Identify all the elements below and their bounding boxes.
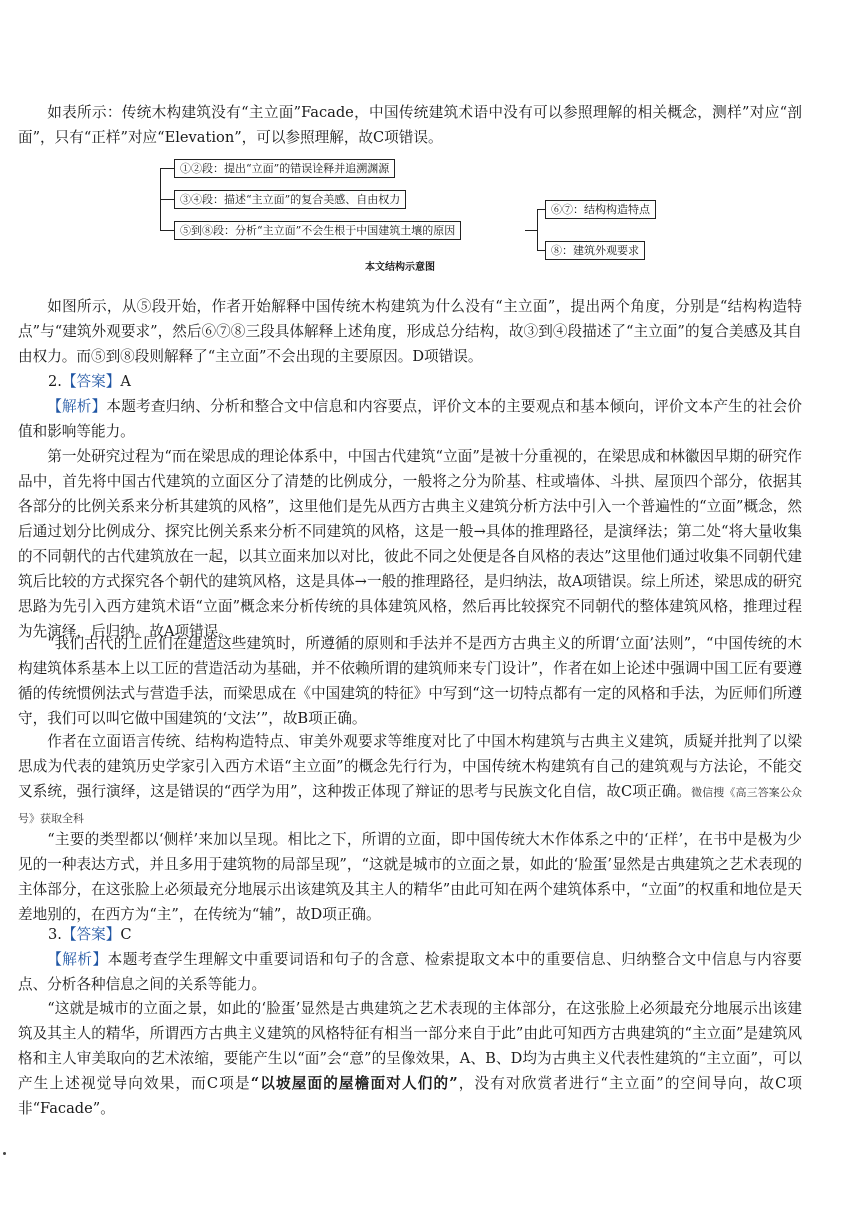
paragraph-diagram-explanation: 如图所示，从⑤段开始，作者开始解释中国传统木构建筑为什么没有“主立面”，提出两个角度，分别是“结构构造特点”与“建筑外观要求”，然后⑥⑦⑧三段具体解释上述角度，形成总分结构，故③到④段描述了“主立面”的复合美感及其自由权力。而⑤到⑧段则解释了“主立面”不会出现的主要原因。D项错误。 [18, 298, 802, 365]
diagram-box-appearance: ⑧：建筑外观要求 [545, 241, 645, 260]
analysis-tag: 【解析】 [47, 398, 107, 415]
answer-tag: 【答案】 [61, 926, 121, 943]
structure-diagram [160, 152, 680, 272]
q2-paragraph-a: 第一处研究过程为“而在梁思成的理论体系中，中国古代建筑“立面”是被十分重视的，在梁思成和林徽因早期的研究作品中，首先将中国古代建筑的立面区分了清楚的比例成分，一般将之分为阶基、柱或墙体、斗拱、屋顶四个部分，依据其各部分的比例关系来分析其建筑的风格”，这里他们是先从西方古典主义建筑分析方法中引入一个普遍性的“立面”概念，然后通过划分比例成分、探究比例关系来分析不同建筑的风格，这是一般→具体的推理路径，是演绎法；第二处“将大量收集的不同朝代的古代建筑放在一起，以其立面来加以对比，彼此不同之处便是各自风格的表达”这里他们通过收集不同朝代建筑后比较的方式探究各个朝代的建筑风格，这是具体→一般的推理路径，是归纳法，故A项错误。综上所述，梁思成的研究思路为先引入西方建筑术语“立面”概念来分析传统的具体建筑风格，然后再比较探究不同朝代的整体建筑风格，推理过程为先演绎，后归纳。故A项错误。 [18, 448, 802, 640]
q3-analysis: 【解析】本题考查学生理解文中重要词语和句子的含意、检索提取文本中的重要信息、归纳整合文中信息与内容要点、分析各种信息之间的关系等能力。 [18, 951, 802, 993]
diagram-caption: 本文结构示意图 [365, 262, 435, 273]
q2-paragraph-d: “主要的类型都以‘侧样’来加以呈现。相比之下，所谓的立面，即中国传统大木作体系之中的‘正样’，在书中是极为少见的一种表达方式，并且多用于建筑物的局部呈现”，“这就是城市的立面之景，如此的‘脸蛋’显然是古典建筑之艺术表现的主体部分，在这张脸上必须最充分地展示出该建筑及其主人的精华”由此可知在两个建筑体系中，“立面”的权重和地位是天差地别的，在西方为“主”，在传统为“辅”，故D项正确。 [18, 831, 802, 923]
paragraph-facade: 如表所示：传统木构建筑没有“主立面”Facade，中国传统建筑术语中没有可以参照理解的相关概念，测样”对应“剖面”，只有“正样”对应“Elevation”，可以参照理解，故C项错误。 [18, 104, 802, 146]
diagram-box-part2: ③④段：描述“主立面”的复合美感、自由权力 [174, 190, 406, 209]
q3-answer: 3.【答案】C [48, 926, 132, 943]
analysis-tag: 【解析】 [47, 951, 108, 968]
q2-answer: 2.【答案】A [48, 373, 131, 390]
answer-tag: 【答案】 [61, 373, 121, 390]
scan-mark [3, 1152, 6, 1155]
q2-paragraph-b: “我们古代的工匠们在建造这些建筑时，所遵循的原则和手法并不是西方古典主义的所谓‘立面’法则”，“中国传统的木构建筑体系基本上以工匠的营造活动为基础，并不依赖所谓的建筑师来专门设计”，作者在如上论述中强调中国工匠有要遵循的传统惯例法式与营造手法，而梁思成在《中国建筑的特征》中写到“这一切特点都有一定的风格和手法，为匠师们所遵守，我们可以叫它做中国建筑的‘文法’”，故B项正确。 [18, 635, 802, 727]
q3-paragraph-a: “这就是城市的立面之景，如此的‘脸蛋’显然是古典建筑之艺术表现的主体部分，在这张脸上必须最充分地展示出该建筑及其主人的精华，所谓西方古典主义建筑的风格特征有相当一部分来自于此”由此可知西方古典建筑的“主立面”是建筑风格和主人审美取向的艺术浓缩，要能产生以“面”会“意”的呈像效果，A、B、D均为古典主义代表性建筑的“主立面”，可以产生上述视觉导向效果，而C项是“以坡屋面的屋檐面对人们的”，没有对欣赏者进行“主立面”的空间导向，故C项非“Facade”。 [18, 1000, 802, 1117]
q2-paragraph-c: 作者在立面语言传统、结构构造特点、审美外观要求等维度对比了中国木构建筑与古典主义建筑，质疑并批判了以梁思成为代表的建筑历史学家引入西方术语“主立面”的概念先行行为，中国传统木构建筑有自己的建筑观与方法论，不能交叉系统，强行演绎，这是错误的“西学为用”，这种拨正体现了辩证的思考与民族文化自信，故C项正确。微信搜《高三答案公众号》获取全科 [18, 733, 803, 825]
watermark-text: 微信搜《高三答案公众号》获取全科 [18, 786, 803, 825]
q2-analysis: 【解析】本题考查归纳、分析和整合文中信息和内容要点，评价文本的主要观点和基本倾向，评价文本产生的社会价值和影响等能力。 [18, 398, 802, 440]
diagram-box-part1: ①②段：提出“立面”的错误诠释并追溯渊源 [174, 159, 395, 178]
bold-quote: “以坡屋面的屋檐面对人们的” [250, 1075, 458, 1092]
diagram-box-structure: ⑥⑦：结构构造特点 [545, 200, 656, 219]
diagram-box-part3: ⑤到⑧段：分析“主立面”不会生根于中国建筑土壤的原因 [174, 221, 461, 240]
